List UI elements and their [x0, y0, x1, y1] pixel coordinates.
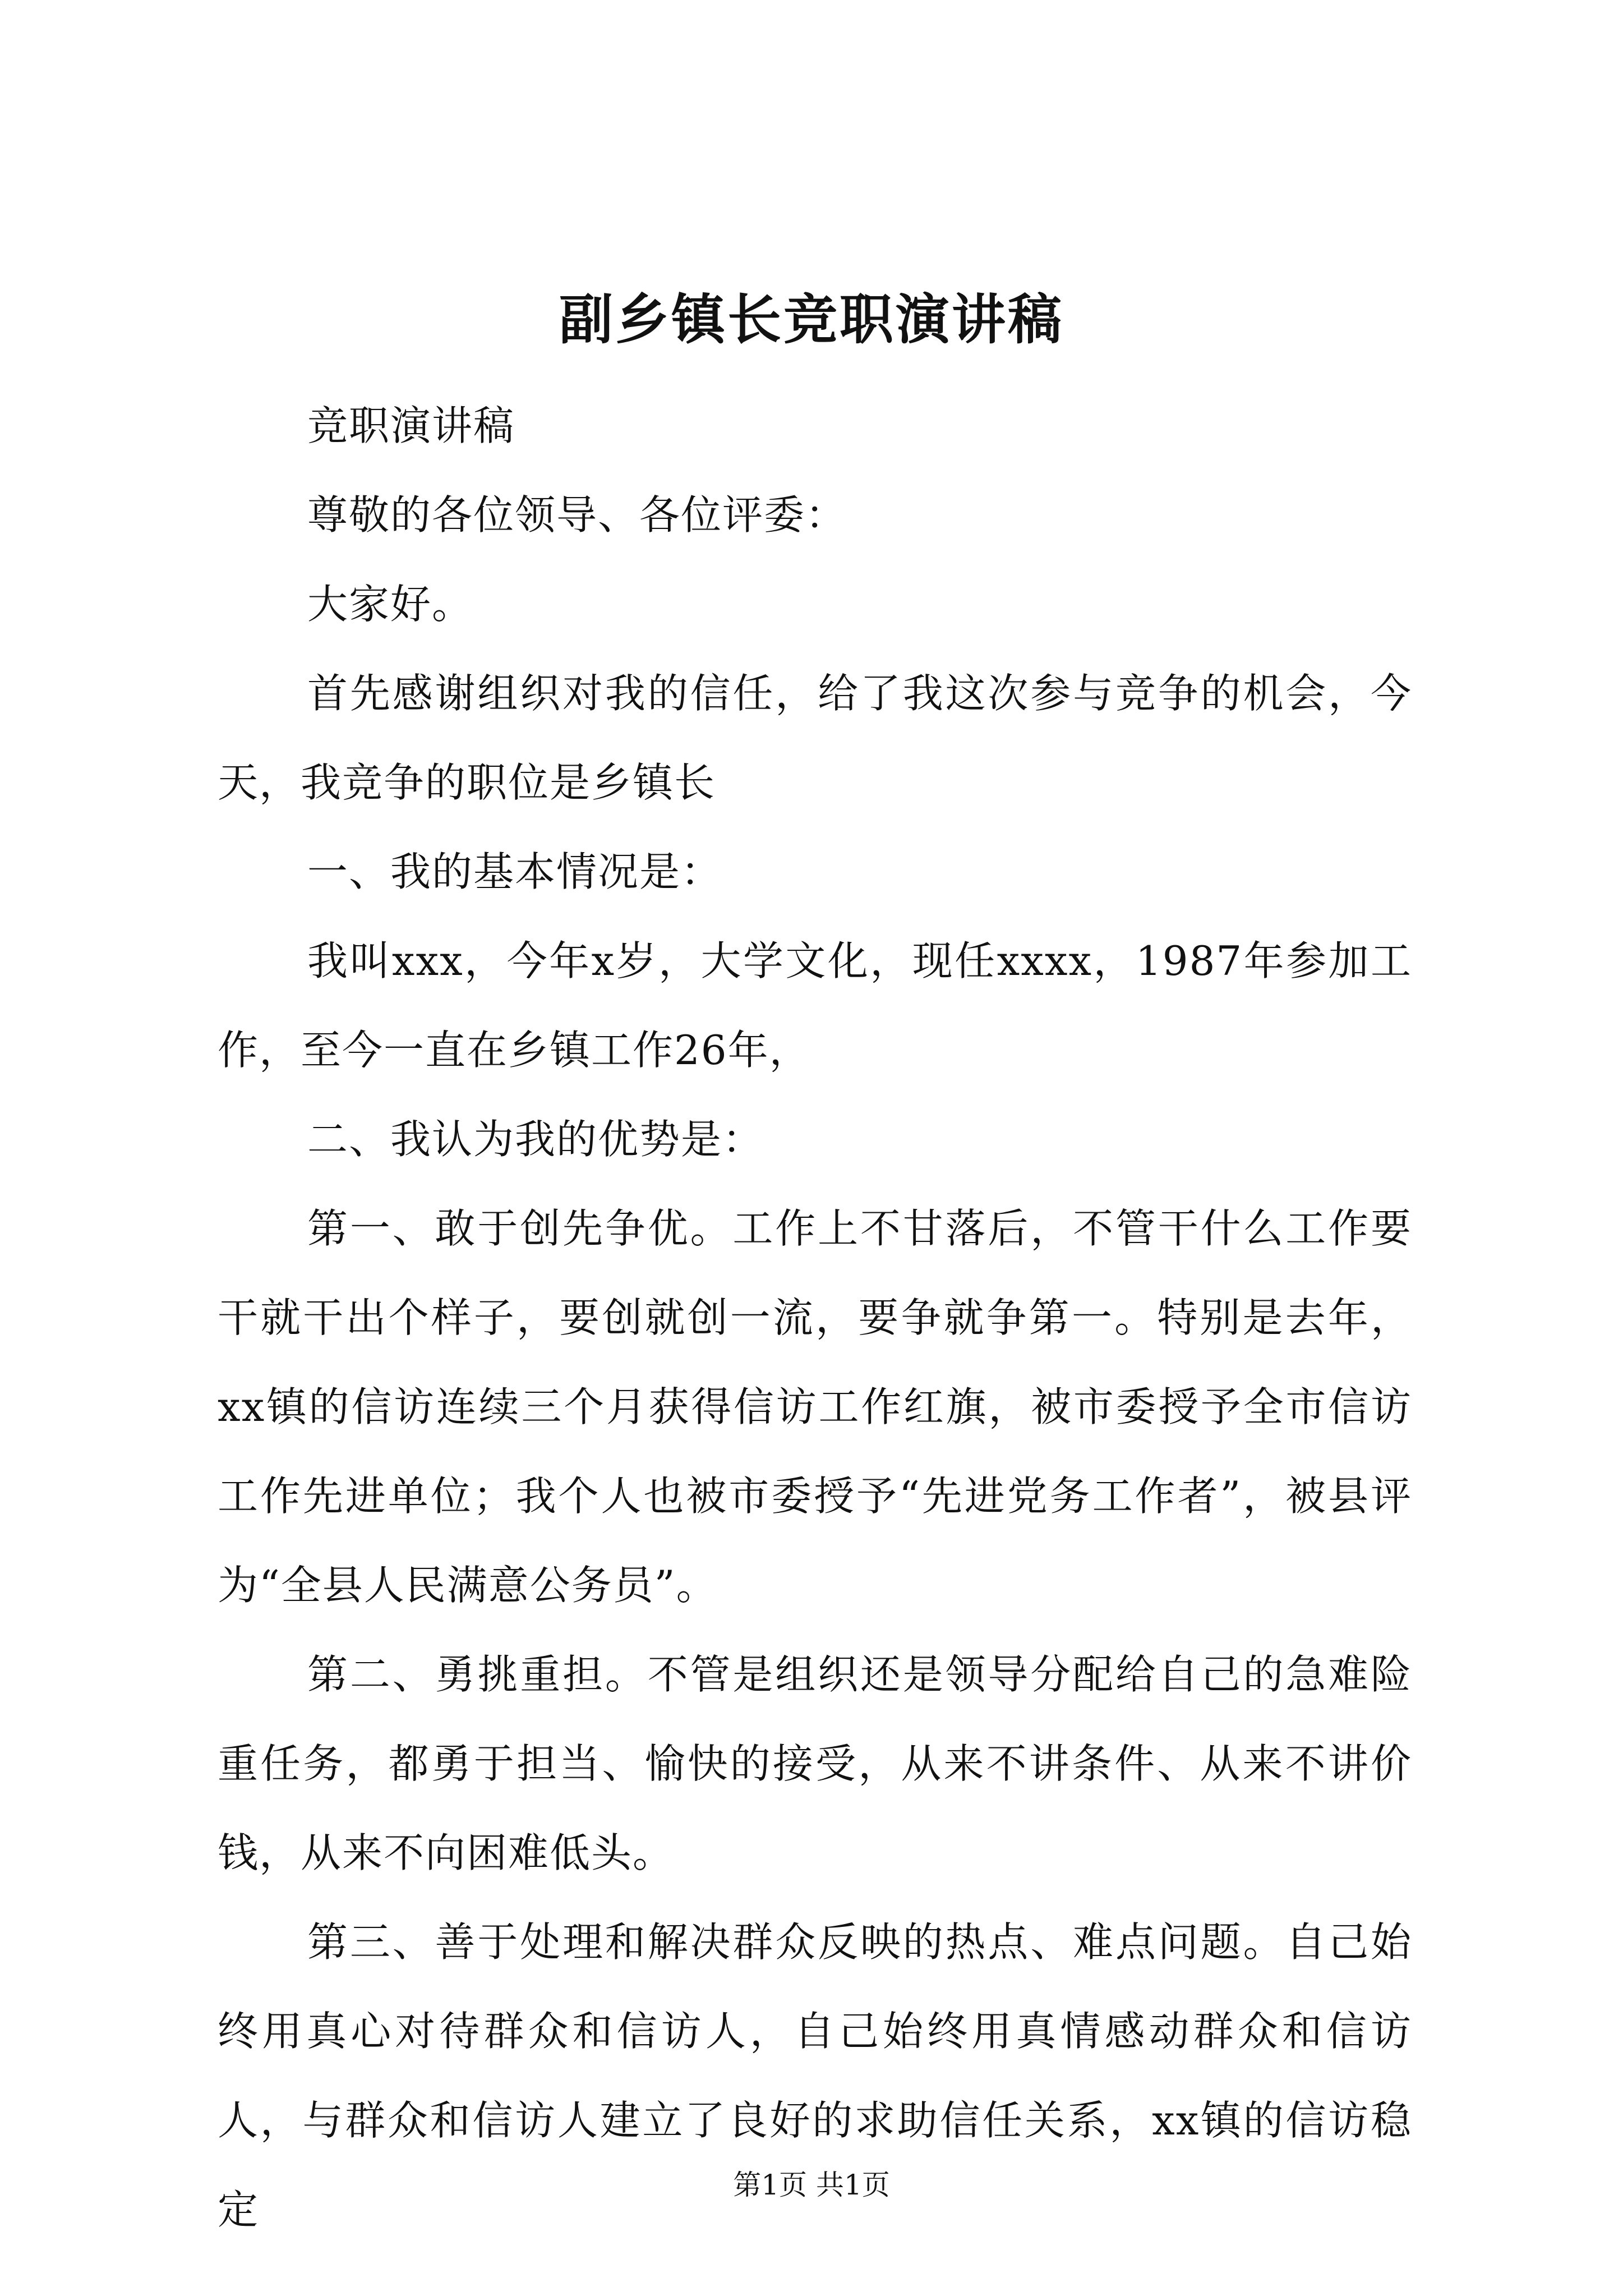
document-title: 副乡镇长竞职演讲稿: [559, 288, 1064, 351]
document-body: [218, 381, 1412, 2254]
paragraph: 第三、善于处理和解决群众反映的热点、难点问题。自己始终用真心对待群众和信访人，自己始终用真情感动群众和信访人，与群众和信访人建立了良好的求助信任关系，xx镇的信访稳定: [218, 1918, 1412, 2233]
paragraph: 首先感谢组织对我的信任，给了我这次参与竞争的机会，今天，我竞争的职位是乡镇长: [218, 670, 1412, 806]
paragraph: 二、我认为我的优势是：: [307, 1116, 764, 1163]
paragraph: 一、我的基本情况是：: [307, 848, 723, 895]
paragraph: 竞职演讲稿: [307, 402, 515, 449]
paragraph: 第一、敢于创先争优。工作上不甘落后，不管干什么工作要干就干出个样子，要创就创一流，要争就争第一。特别是去年，xx镇的信访连续三个月获得信访工作红旗，被市委授予全市信访工作先进单位；我个人也被市委授予“先进党务工作者”，被县评为“全县人民满意公务员”。: [218, 1205, 1412, 1609]
paragraph: 我叫xxx，今年x岁，大学文化，现任xxxx，1987年参加工作，至今一直在乡镇工作26年，: [218, 937, 1412, 1074]
page-footer: 第1页 共1页: [733, 2169, 890, 2201]
paragraph: 尊敬的各位领导、各位评委：: [307, 491, 847, 539]
paragraph: 大家好。: [307, 581, 474, 628]
paragraph: 第二、勇挑重担。不管是组织还是领导分配给自己的急难险重任务，都勇于担当、愉快的接受，从来不讲条件、从来不讲价钱，从来不向困难低头。: [218, 1651, 1412, 1876]
